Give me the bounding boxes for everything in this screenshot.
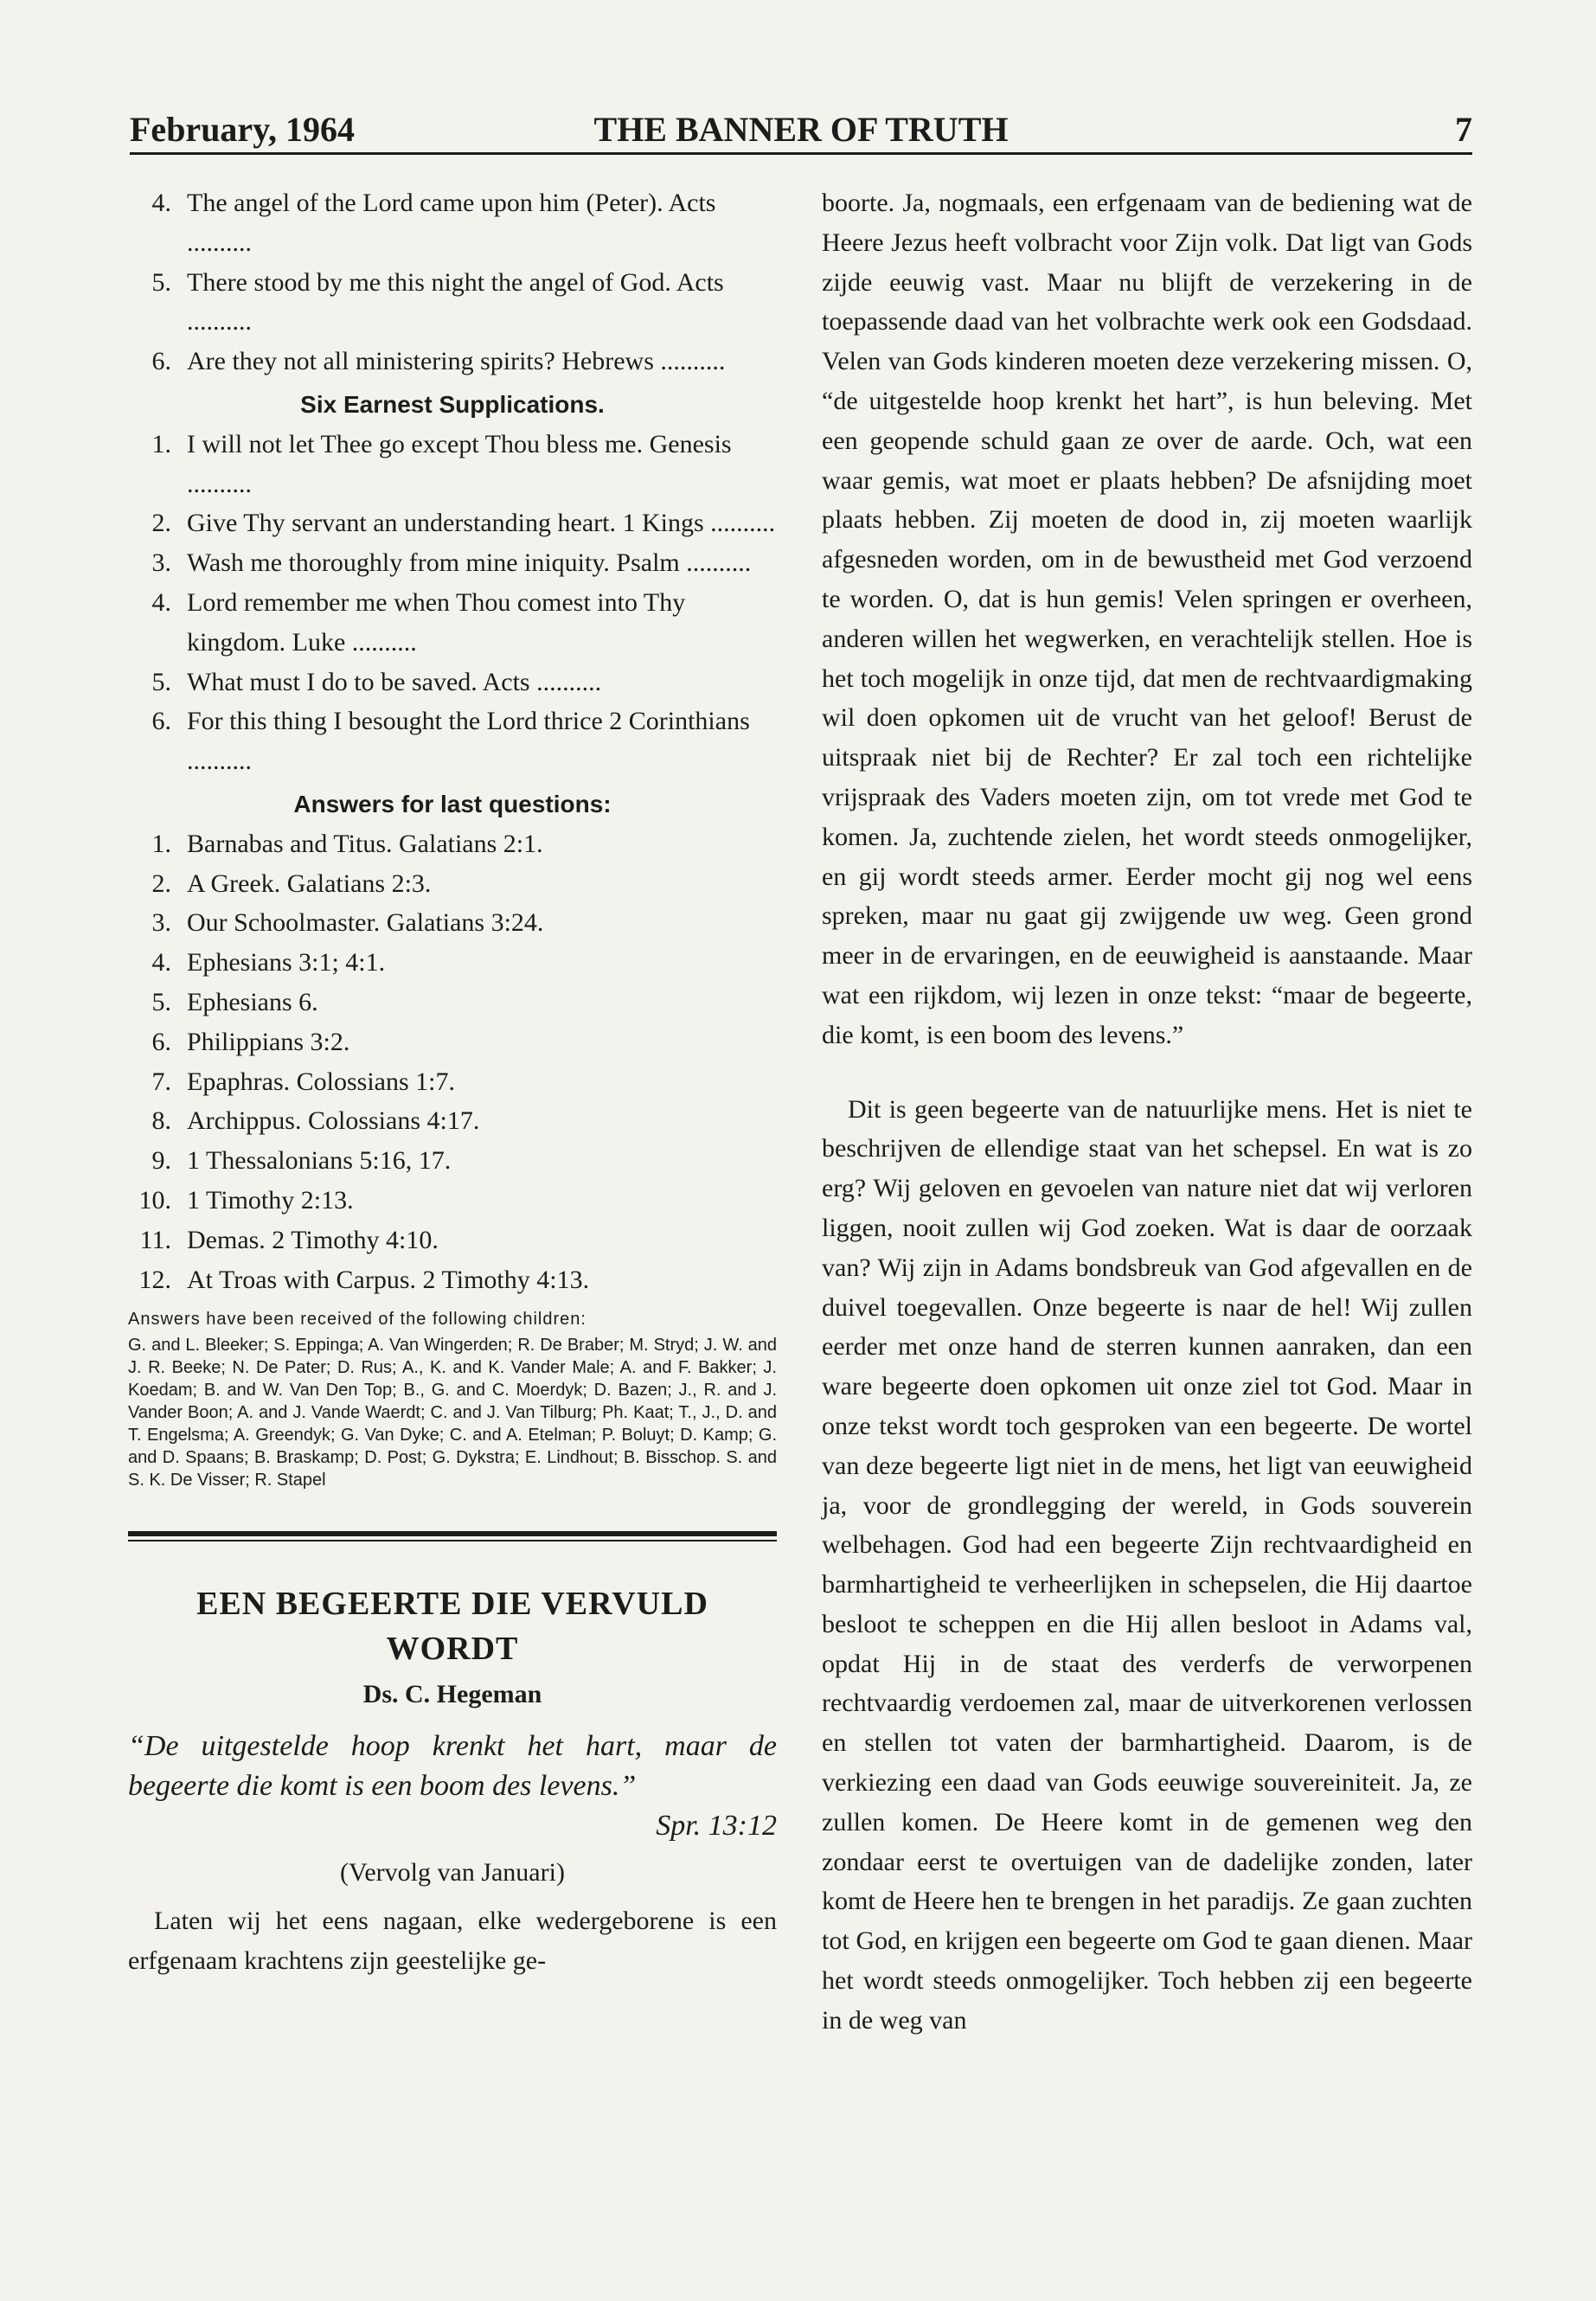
issue-date: February, 1964 — [130, 110, 355, 149]
answers-list — [128, 824, 777, 1300]
article-motto: “De uitgestelde hoop krenkt het hart, maar de begeerte die komt is een boom des levens.” — [128, 1730, 777, 1803]
continued-note: (Vervolg van Januari) — [340, 1858, 565, 1888]
list-item: 2. A Greek. Galatians 2:3. — [151, 868, 432, 898]
list-item: 6. Are they not all ministering spirits? Hebrews .......... — [151, 347, 726, 376]
questions-continued — [128, 183, 777, 381]
list-item: 7. Epaphras. Colossians 1:7. — [151, 1067, 455, 1096]
article-author: Ds. C. Hegeman — [362, 1680, 542, 1709]
list-item: 10. 1 Timothy 2:13. — [138, 1185, 354, 1215]
list-item: 4. The angel of the Lord came upon him (Peter). Acts .......... — [151, 189, 716, 257]
article-paragraph: Dit is geen begeerte van de natuurlijke mens. Het is niet te beschrijven de ellendige staat van het schepsel. En wat is zo erg? Wij geloven en gevoelen van nature niet dat wij verloren liggen, nooit zullen wij God zoeken. Wat is daar de oorzaak van? Wij zijn in Adams bondsbreuk van God afgevallen en de duivel toegevallen. Onze begeerte is naar de hel! Wij zullen eerder met onze hand de sterren kunnen aanraken, dan een ware begeerte doen opkomen uit onze ziel tot God. Maar in onze tekst wordt toch gesproken van een begeerte. De wortel van deze begeerte ligt niet in de mens, het ligt van eeuwigheid ja, voor de grondlegging der wereld, in Gods souverein welbehagen. God had een begeerte Zijn rechtvaardigheid en barmhartigheid te verheerlijken in schepselen, die Hij daartoe besloot te scheppen en die Hij allen besloot in Adams val, opdat Hij in de staat des verderfs de verworpenen rechtvaardig verdoemen zal, maar de uitverkorenen verlossen en stellen tot vaten der barmhartigheid. Daarom, is de verkiezing een daad van Gods eeuwige souvereiniteit. Ja, ze zullen komen. De Heere komt in de gemenen weg den zondaar eerst te overtuigen van de dadelijke zonden, later komt de Heere hen te brengen in het paradijs. Ze gaan zuchten tot God, en krijgen een begeerte om God te gaan dienen. Maar het wordt steeds onmogelijker. Toch hebben zij een begeerte in de weg van — [822, 1094, 1472, 2035]
supplications-list — [128, 425, 777, 781]
left-column — [128, 183, 777, 1981]
motto-reference: Spr. 13:12 — [656, 1810, 777, 1843]
received-answers-note — [128, 1308, 777, 1491]
article-paragraph: boorte. Ja, nogmaals, een erfgenaam van de bediening wat de Heere Jezus heeft volbracht voor Zijn volk. Dat ligt van Gods zijde eeuwig vast. Maar nu blijft de verzekering in de toepassende daad van het volbrachte werk ook een Godsdaad. Velen van Gods kinderen moeten deze verzekering missen. O, “de uitgestelde hoop krenkt het hart”, is hun beleving. Met een geopende schuld gaan ze over de aarde. Och, wat een waar gemis, wat moet er plaats hebben? De afsnijding moet plaats hebben. Zij moeten de dood in, zij moeten waarlijk afgesneden worden, om in de bewustheid met God verzoend te worden. O, dat is hun gemis! Velen springen er overheen, anderen willen het wegwerken, en verachtelijk stellen. Hoe is het toch mogelijk in onze tijd, dat men de rechtvaardigmaking wil doen opkomen uit de vrucht van het geloof! Berust de uitspraak niet bij de Rechter? Er zal toch een richtelijke vrijspraak des Vaders moeten zijn, om tot vrede met God te komen. Ja, zuchtende zielen, het wordt steeds onmogelijker, en gij wordt steeds armer. Eerder mocht gij nog wel eens spreken, maar nu gaat gij zwijgende uw weg. Geen grond meer in de ervaringen, en de eeuwigheid is aanstaande. Maar wat een rijkdom, wij lezen in onze tekst: “maar de begeerte, die komt, is een boom des levens.” — [822, 189, 1472, 1049]
section-divider — [128, 1531, 777, 1543]
list-item: 4. Lord remember me when Thou comest into Thy kingdom. Luke .......... — [151, 587, 686, 657]
list-item: 5. What must I do to be saved. Acts .......... — [151, 667, 602, 696]
article-opening-paragraph: Laten wij het eens nagaan, elke wedergeborene is een erfgenaam krachtens zijn geestelijke ge- — [128, 1906, 777, 1975]
list-item: 6. Philippians 3:2. — [151, 1027, 350, 1056]
list-item: 3. Wash me thoroughly from mine iniquity. Psalm .......... — [151, 548, 752, 578]
received-intro: Answers have been received of the following children: — [128, 1310, 586, 1330]
supplications-heading: Six Earnest Supplications. — [300, 390, 605, 418]
list-item: 6. For this thing I besought the Lord thrice 2 Corinthians .......... — [151, 707, 750, 776]
list-item: 9. 1 Thessalonians 5:16, 17. — [151, 1146, 452, 1176]
list-item: 8. Archippus. Colossians 4:17. — [151, 1106, 480, 1136]
list-item: 11. Demas. 2 Timothy 4:10. — [139, 1225, 439, 1254]
list-item: 12. At Troas with Carpus. 2 Timothy 4:13. — [138, 1265, 590, 1294]
journal-title: THE BANNER OF TRUTH — [593, 110, 1009, 149]
received-names: G. and L. Bleeker; S. Eppinga; A. Van Wingerden; R. De Braber; M. Stryd; J. W. and J. R. Beeke; N. De Pater; D. Rus; A., K. and K. Vander Male; A. and F. Bakker; J. Koedam; B. and W. Van Den Top; B., G. and C. Moerdyk; D. Bazen; J., R. and J. Vander Boon; A. and J. Vande Waerdt; C. and J. Van Tilburg; Ph. Kaat; T., J., D. and T. Engelsma; A. Greendyk; G. Van Dyke; C. and A. Etelman; P. Boluyt; D. Kamp; G. and D. Spaans; B. Braskamp; D. Post; G. Dykstra; E. Lindhout; B. Bisschop. S. and S. K. De Visser; R. Stapel — [128, 1336, 777, 1490]
page-number: 7 — [1455, 110, 1472, 149]
answers-heading: Answers for last questions: — [293, 790, 612, 817]
list-item: 4. Ephesians 3:1; 4:1. — [151, 948, 386, 977]
running-header — [130, 109, 1472, 155]
article-title: EEN BEGEERTE DIE VERVULD WORDT — [196, 1586, 708, 1668]
list-item: 2. Give Thy servant an understanding heart. 1 Kings .......... — [151, 509, 776, 538]
list-item: 5. There stood by me this night the angel of God. Acts .......... — [151, 267, 724, 336]
list-item: 3. Our Schoolmaster. Galatians 3:24. — [151, 908, 544, 938]
list-item: 1. Barnabas and Titus. Galatians 2:1. — [151, 829, 543, 858]
list-item: 5. Ephesians 6. — [151, 987, 318, 1016]
list-item: 1. I will not let Thee go except Thou bless me. Genesis .......... — [151, 429, 732, 498]
right-column — [822, 183, 1472, 2041]
